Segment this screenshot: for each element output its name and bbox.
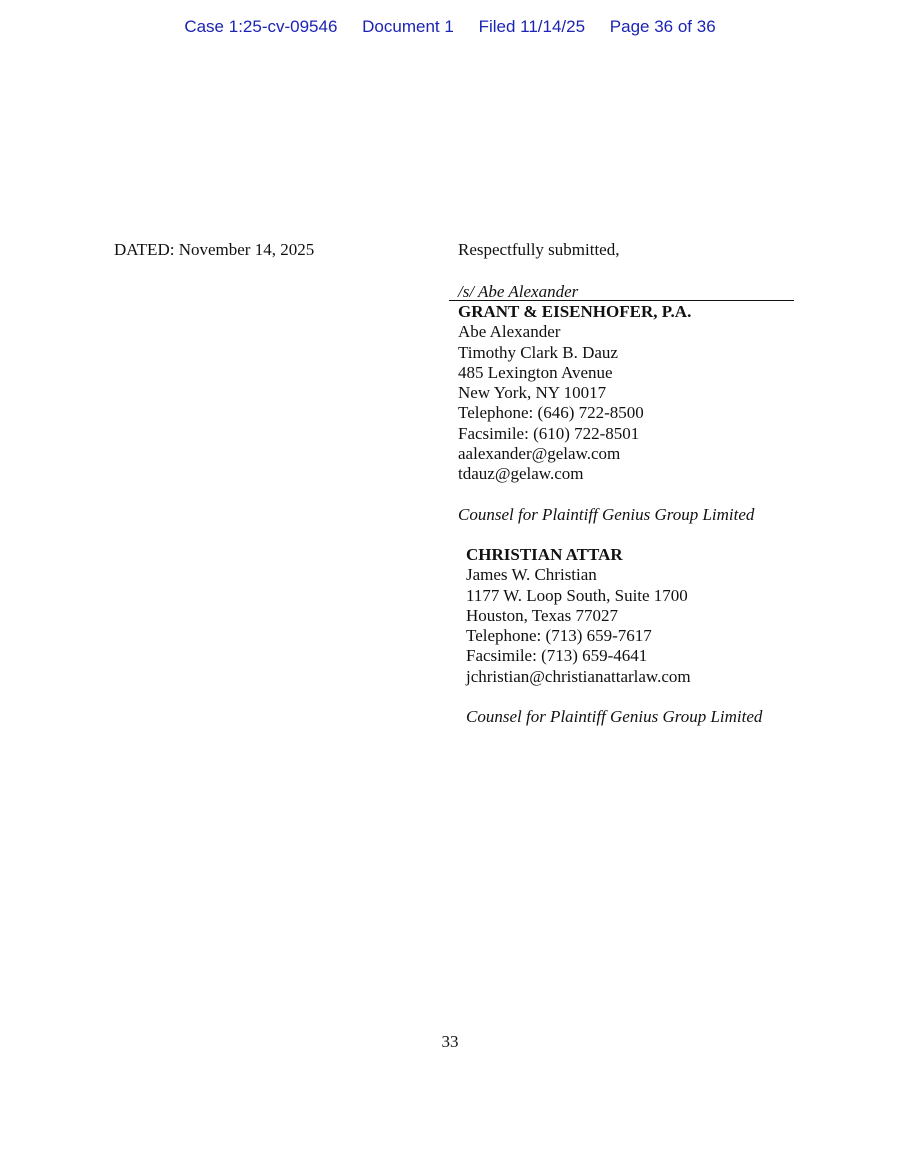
- case-number: Case 1:25-cv-09546: [184, 17, 338, 36]
- email: aalexander@gelaw.com: [458, 444, 621, 464]
- page-indicator: Page 36 of 36: [609, 17, 716, 36]
- ecf-header: [0, 17, 900, 37]
- counsel-designation: Counsel for Plaintiff Genius Group Limited: [466, 707, 763, 727]
- dated-line: DATED: November 14, 2025: [114, 240, 315, 259]
- attorney-name: James W. Christian: [466, 565, 597, 585]
- facsimile: Facsimile: (713) 659-4641: [466, 646, 648, 666]
- page-number: 33: [441, 1032, 459, 1051]
- signature-line: [449, 300, 794, 301]
- email: tdauz@gelaw.com: [458, 464, 584, 484]
- counsel-designation: Counsel for Plaintiff Genius Group Limited: [458, 504, 755, 524]
- telephone: Telephone: (713) 659-7617: [466, 626, 652, 646]
- filed-date: Filed 11/14/25: [478, 17, 586, 36]
- city-state-zip: New York, NY 10017: [458, 383, 607, 403]
- signature-block-christian-attar: [466, 545, 762, 728]
- city-state-zip: Houston, Texas 77027: [466, 605, 618, 625]
- firm-name: GRANT & EISENHOFER, P.A.: [458, 302, 692, 321]
- signature: /s/ Abe Alexander: [458, 282, 579, 301]
- attorney-name: Abe Alexander: [458, 322, 561, 342]
- email: jchristian@christianattarlaw.com: [466, 666, 691, 686]
- signature-block-grant-eisenhofer: [458, 302, 754, 525]
- telephone: Telephone: (646) 722-8500: [458, 403, 644, 423]
- attorney-name: Timothy Clark B. Dauz: [458, 342, 618, 362]
- facsimile: Facsimile: (610) 722-8501: [458, 423, 640, 443]
- firm-name: CHRISTIAN ATTAR: [466, 545, 623, 564]
- respectfully-submitted: Respectfully submitted,: [458, 240, 620, 259]
- street-address: 485 Lexington Avenue: [458, 362, 613, 382]
- street-address: 1177 W. Loop South, Suite 1700: [466, 585, 688, 605]
- document-number: Document 1: [362, 17, 454, 36]
